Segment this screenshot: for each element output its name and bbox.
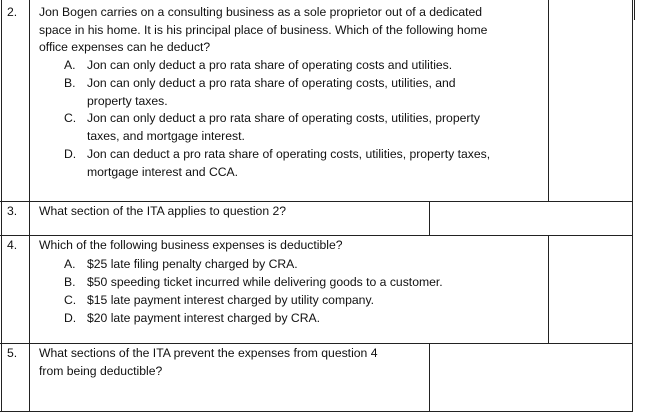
option-text: property taxes. xyxy=(87,93,168,108)
row-border xyxy=(0,235,633,236)
option-text: $15 late payment interest charged by utility company. xyxy=(87,293,375,307)
option-letter: D. xyxy=(64,147,77,161)
row-border xyxy=(0,411,633,412)
column-border xyxy=(634,0,635,20)
question-text-line: Which of the following business expenses is deductible? xyxy=(39,238,343,252)
option-letter: B. xyxy=(64,76,76,90)
question-text-line: office expenses can he deduct? xyxy=(39,40,211,55)
column-border xyxy=(548,235,549,344)
question-number: 2. xyxy=(7,5,18,19)
column-border xyxy=(429,343,430,412)
option-text: mortgage interest and CCA. xyxy=(87,164,239,179)
option-text: Jon can only deduct a pro rata share of operating costs, utilities, and xyxy=(87,76,456,90)
option-text: $25 late filing penalty charged by CRA. xyxy=(87,257,298,271)
question-number: 3. xyxy=(7,204,18,218)
row-border xyxy=(0,201,633,202)
question-text-line: Jon Bogen carries on a consulting business as a sole proprietor out of a dedicated xyxy=(39,5,483,19)
question-text-line: space in his home. It is his principal place of business. Which of the following home xyxy=(39,22,488,37)
row-border xyxy=(0,343,633,344)
question-text-line: What sections of the ITA prevent the expenses from question 4 xyxy=(39,346,378,360)
question-text-line: from being deductible? xyxy=(39,363,163,378)
question-text-line: What section of the ITA applies to question 2? xyxy=(39,204,287,218)
option-letter: A. xyxy=(64,58,76,72)
option-text: Jon can deduct a pro rata share of operating costs, utilities, property taxes, xyxy=(87,147,491,161)
column-border xyxy=(429,201,430,236)
option-letter: B. xyxy=(64,275,76,289)
question-number: 5. xyxy=(7,346,18,360)
option-letter: C. xyxy=(64,111,77,125)
option-text: $50 speeding ticket incurred while delivering goods to a customer. xyxy=(87,275,443,289)
option-text: $20 late payment interest charged by CRA. xyxy=(87,311,321,325)
option-text: taxes, and mortgage interest. xyxy=(87,128,245,143)
option-letter: A. xyxy=(64,257,76,271)
option-text: Jon can only deduct a pro rata share of operating costs and utilities. xyxy=(87,58,453,72)
option-text: Jon can only deduct a pro rata share of operating costs, utilities, property xyxy=(87,111,480,125)
option-letter: C. xyxy=(64,293,77,307)
column-border xyxy=(29,0,30,412)
question-number: 4. xyxy=(7,238,18,252)
column-border xyxy=(632,0,633,412)
column-border xyxy=(548,0,549,202)
column-border xyxy=(1,0,2,412)
option-letter: D. xyxy=(64,311,77,325)
